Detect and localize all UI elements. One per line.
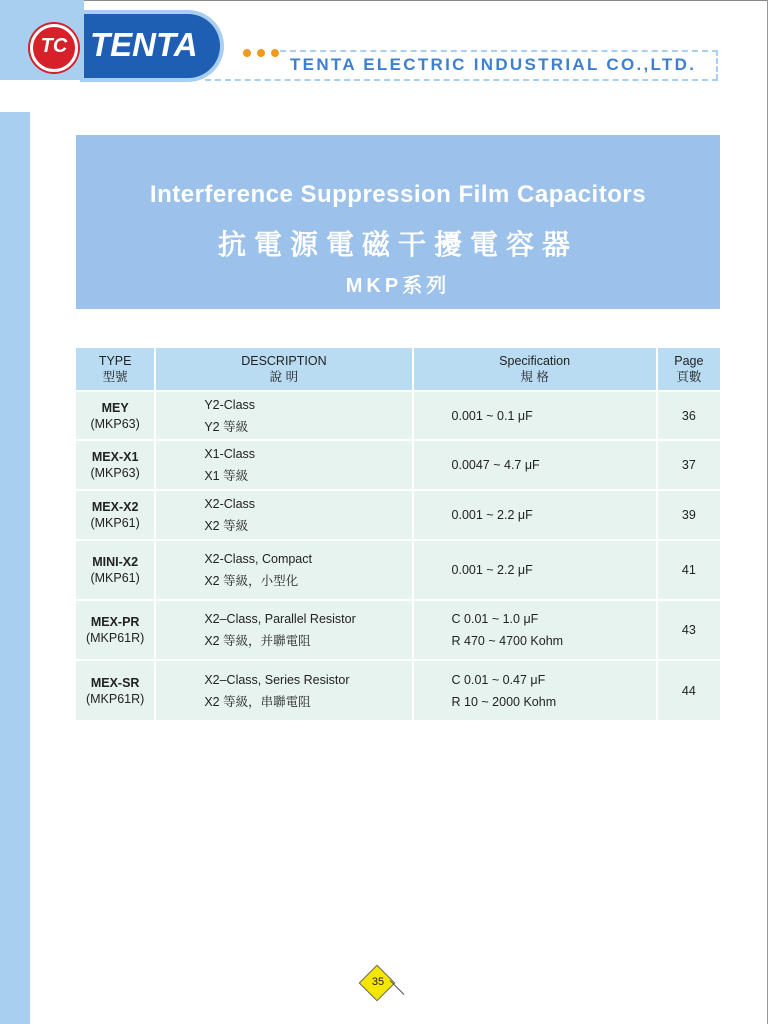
page-cell: 44: [657, 660, 720, 720]
spec-line-2: R 470 ~ 4700 Kohm: [451, 634, 564, 648]
banner-title-cn: 抗電源電磁干擾電容器: [217, 229, 578, 260]
header-type: [76, 348, 155, 391]
description-en: X2-Class, Compact: [204, 552, 312, 566]
description-cell: [155, 490, 412, 540]
header-specification-en: Specification: [499, 354, 571, 368]
dashed-line-top: [280, 50, 718, 52]
spec-line-2: R 10 ~ 2000 Kohm: [451, 694, 557, 709]
description-cell: [155, 440, 412, 490]
spec-line-1: C 0.01 ~ 1.0 μF: [451, 612, 539, 626]
table-row: [76, 540, 720, 600]
dots-decoration: [243, 44, 285, 62]
header-description-en: DESCRIPTION: [241, 354, 327, 368]
spec-line-1: C 0.01 ~ 0.47 μF: [451, 672, 546, 687]
header-description: [155, 348, 412, 391]
spec-cell: [413, 391, 657, 440]
table-header-row: [76, 348, 720, 391]
description-en: X2–Class, Parallel Resistor: [204, 612, 356, 626]
spec-cell: [413, 490, 657, 540]
product-table: [76, 348, 720, 720]
logo-mark-icon: [30, 24, 78, 72]
spec-cell: [413, 540, 657, 600]
left-stripe: [0, 112, 30, 1024]
page-cell: 43: [657, 600, 720, 660]
description-en: X2–Class, Series Resistor: [204, 672, 350, 687]
spec-line-1: 0.001 ~ 2.2 μF: [451, 508, 533, 522]
description-cn: X2 等級，并聯電阻: [204, 634, 311, 648]
type-cell: [76, 391, 155, 440]
description-cn: X2 等級: [204, 519, 249, 533]
logo-text: TENTA: [90, 26, 198, 63]
type-name: MEX-X1: [91, 450, 139, 464]
type-name: MEX-SR: [90, 675, 140, 690]
table-row: [76, 660, 720, 720]
type-sub: (MKP61R): [85, 691, 145, 706]
dot-icon: [257, 49, 265, 57]
spec-cell: [413, 660, 657, 720]
spec-cell: [413, 440, 657, 490]
type-sub: (MKP61R): [85, 631, 145, 645]
page-cell: 37: [657, 440, 720, 490]
header-description-cn: 說 明: [269, 370, 299, 384]
header-type-en: TYPE: [98, 354, 132, 368]
page-cell: 36: [657, 391, 720, 440]
header-type-cn: 型號: [102, 370, 128, 384]
type-cell: [76, 600, 155, 660]
top-border: [0, 0, 768, 1]
page-number: 35: [371, 976, 385, 988]
type-sub: (MKP61): [90, 571, 140, 585]
header-page-cn: 頁數: [676, 370, 702, 384]
dashed-line-bottom: [205, 79, 718, 81]
page-cell: 39: [657, 490, 720, 540]
type-cell: [76, 540, 155, 600]
description-cn: X1 等級: [204, 469, 249, 483]
table-row: [76, 490, 720, 540]
description-cell: [155, 391, 412, 440]
type-sub: (MKP61): [90, 516, 140, 530]
type-cell: [76, 490, 155, 540]
dot-icon: [243, 49, 251, 57]
table-row: [76, 391, 720, 440]
description-cell: [155, 540, 412, 600]
description-cn: Y2 等級: [204, 419, 249, 434]
banner-series: MKP系列: [345, 275, 451, 297]
dashed-line-right: [716, 50, 718, 80]
description-en: X2-Class: [204, 497, 256, 511]
spec-line-1: 0.001 ~ 2.2 μF: [451, 563, 533, 577]
title-banner: [76, 135, 720, 309]
description-en: X1-Class: [204, 447, 256, 461]
type-name: MEX-X2: [91, 500, 139, 514]
dot-icon: [271, 49, 279, 57]
description-cn: X2 等級，串聯電阻: [204, 694, 311, 709]
spec-line-1: 0.001 ~ 0.1 μF: [451, 408, 533, 423]
spec-line-1: 0.0047 ~ 4.7 μF: [451, 458, 540, 472]
spec-cell: [413, 600, 657, 660]
banner-title-en: Interference Suppression Film Capacitors: [149, 181, 647, 208]
header-page-en: Page: [674, 354, 704, 368]
type-name: MEX-PR: [90, 615, 140, 629]
table-row: [76, 440, 720, 490]
company-name: TENTA ELECTRIC INDUSTRIAL CO.,LTD.: [290, 55, 697, 74]
type-sub: (MKP63): [90, 466, 140, 480]
type-cell: [76, 660, 155, 720]
description-en: Y2-Class: [204, 397, 256, 412]
type-sub: (MKP63): [90, 416, 140, 431]
description-cell: [155, 660, 412, 720]
header-page: [657, 348, 720, 391]
table-row: [76, 600, 720, 660]
type-name: MEY: [101, 400, 129, 415]
logo-mark-text: TC: [40, 35, 68, 57]
page-number-badge: [360, 966, 410, 1006]
type-cell: [76, 440, 155, 490]
page-cell: 41: [657, 540, 720, 600]
header-specification: [413, 348, 657, 391]
type-name: MINI-X2: [92, 555, 139, 569]
description-cell: [155, 600, 412, 660]
header-specification-cn: 規 格: [520, 370, 549, 384]
description-cn: X2 等級，小型化: [204, 574, 299, 588]
